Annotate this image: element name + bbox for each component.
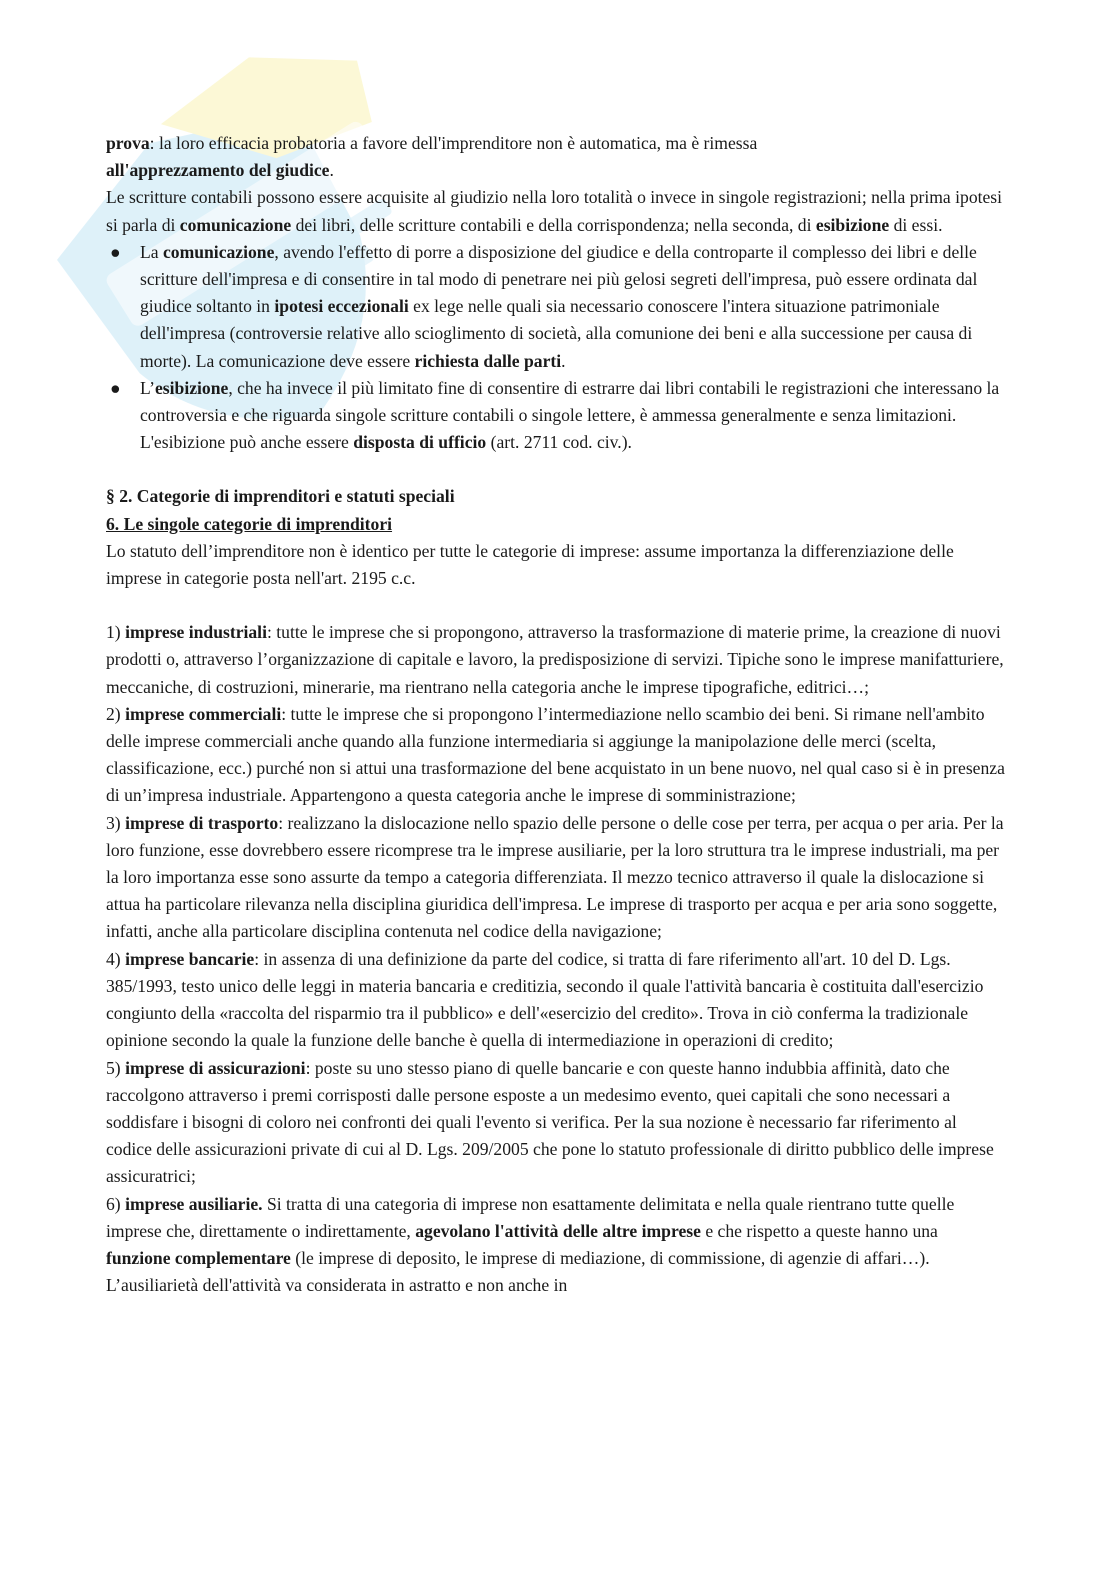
document-page: [106, 130, 1006, 1299]
bold-term: imprese bancarie: [125, 948, 255, 969]
text-run: (le imprese di deposito, le imprese di mediazione, di commissione, di agenzie di affari…). L’ausiliarietà dell'attività va considerata in astratto e non anche in: [106, 1247, 930, 1296]
text-run: , avendo l'effetto di porre a disposizione del giudice e della controparte il complesso dei libri e delle scritture dell'impresa e di consentire in tal modo di penetrare nei più gelosi segreti dell'impresa, può essere ordinata dal giudice soltanto in: [140, 241, 978, 317]
bold-term: esibizione: [815, 214, 890, 235]
bold-term: imprese industriali: [125, 622, 267, 643]
bullet-icon: ●: [110, 241, 121, 262]
bold-term: imprese ausiliarie.: [125, 1193, 263, 1214]
bold-term: funzione complementare: [106, 1247, 291, 1268]
bold-term: imprese di trasporto: [125, 812, 279, 833]
intro-paragraph-1: [106, 130, 1006, 184]
bold-term: prova: [106, 133, 150, 153]
text-run: di essi.: [889, 214, 943, 235]
bold-term: agevolano l'attività delle altre imprese: [415, 1220, 701, 1241]
text-run: La: [140, 241, 163, 262]
text-run: Si tratta di una categoria di imprese non esattamente delimitata e nella quale rientrano tutte quelle imprese che, direttamente o indirettamente,: [106, 1193, 955, 1241]
text-run: : tutte le imprese che si propongono l’intermediazione nello scambio dei beni. Si rimane nell'ambito delle imprese commerciali anche quando alla funzione intermediaria si aggiunge la manipolazione delle merci (scelta, classificazione, ecc.) purché non si attui una trasformazione del bene acquistato in un bene nuovo, nel qual caso si è in presenza di un’impresa industriale. Appartengono a questa categoria anche le imprese di somministrazione;: [106, 703, 1005, 806]
category-item-4: [106, 946, 1006, 1055]
text-run: Le scritture contabili possono essere acquisite al giudizio nella loro totalità o invece in singole registrazioni; nella prima ipotesi si parla di: [106, 187, 1003, 235]
bold-term: richiesta dalle parti: [414, 350, 562, 371]
category-item-2: [106, 701, 1006, 810]
item-number: 6): [106, 1193, 126, 1214]
bullet-icon: ●: [110, 377, 121, 398]
text-run: ex lege nelle quali sia necessario conoscere l'intera situazione patrimoniale dell'impresa (controversie relative allo scioglimento di società, alla comunione dei beni e alla successione per causa di morte). La comunicazione deve essere: [140, 296, 973, 371]
text-run: , che ha invece il più limitato fine di consentire di estrarre dai libri contabili le registrazioni che interessano la controversia e che riguarda singole scritture contabili o singole lettere, è ammessa generalmente e senza limitazioni. L'esibizione può anche essere: [140, 377, 1000, 453]
item-number: 1): [106, 622, 126, 643]
text-run: dei libri, delle scritture contabili e della corrispondenza; nella seconda, di: [291, 214, 816, 235]
section-title: § 2. Categorie di imprenditori e statuti speciali: [106, 486, 455, 507]
item-number: 3): [106, 812, 126, 833]
text-run: : tutte le imprese che si propongono, attraverso la trasformazione di materie prime, la creazione di nuovi prodotti o, attraverso l’organizzazione di capitale e lavoro, la predisposizione di servizi. Tipiche sono le imprese manifatturiere, meccaniche, di costruzioni, minerarie, ma rientrano nella categoria anche le imprese tipografiche, editrici…;: [106, 622, 1004, 697]
intro-paragraph-2: [106, 184, 1006, 238]
item-number: 2): [106, 703, 126, 724]
bold-term: comunicazione: [179, 214, 292, 235]
spacer: [106, 592, 1006, 619]
bold-term: imprese di assicurazioni: [125, 1057, 306, 1078]
bold-term: esibizione: [155, 377, 229, 398]
text-run: e che rispetto a queste hanno una: [700, 1220, 938, 1241]
text-run: : in assenza di una definizione da parte del codice, si tratta di fare riferimento all'art. 10 del D. Lgs. 385/1993, testo unico delle leggi in materia bancaria e creditizia, secondo il quale l'attività bancaria è costituita dall'esercizio congiunto della «raccolta del risparmio tra il pubblico» e dell'«esercizio del credito». Trova in ciò conferma la tradizionale opinione secondo la quale la funzione delle banche è quella di intermediazione in operazioni di credito;: [106, 948, 984, 1051]
bold-term: comunicazione: [162, 241, 275, 262]
bullet-list: [106, 239, 1006, 457]
category-item-1: [106, 619, 1006, 701]
category-item-6: [106, 1191, 1006, 1300]
subsection-title: 6. Le singole categorie di imprenditori: [106, 513, 393, 534]
bullet-item-comunicazione: [106, 239, 1006, 375]
text-run: : poste su uno stesso piano di quelle bancarie e con queste hanno indubbia affinità, dato che raccolgono attraverso i premi corrisposti dalle persone esposte a un medesimo evento, quei capitali che sono necessari a soddisfare i bisogni di coloro nei confronti dei quali l'evento si verifica. Per la sua nozione è necessario far riferimento al codice delle assicurazioni private di cui al D. Lgs. 209/2005 che pone lo statuto professionale di diritto pubblico delle imprese assicuratrici;: [106, 1057, 994, 1187]
category-item-3: [106, 810, 1006, 946]
bold-term: ipotesi eccezionali: [274, 296, 409, 317]
category-item-5: [106, 1055, 1006, 1191]
text-run: : la loro efficacia probatoria a favore dell'imprenditore non è automatica, ma è rimessa: [149, 133, 758, 153]
bold-term: disposta di ufficio: [353, 432, 487, 453]
item-number: 5): [106, 1057, 126, 1078]
section-intro: Lo statuto dell’imprenditore non è identico per tutte le categorie di imprese: assume importanza la differenziazione delle imprese in categorie posta nell'art. 2195 c.c.: [106, 540, 954, 589]
bullet-item-esibizione: [106, 375, 1006, 457]
bold-term: all'apprezzamento del giudice: [106, 160, 330, 181]
bold-term: imprese commerciali: [125, 703, 282, 724]
item-number: 4): [106, 948, 126, 969]
text-run: .: [561, 350, 566, 371]
text-run: : realizzano la dislocazione nello spazio delle persone o delle cose per terra, per acqua o per aria. Per la loro funzione, esse dovrebbero essere ricomprese tra le imprese ausiliarie, per la loro struttura tra le imprese industriali, ma per la loro importanza esse sono assurte da tempo a categoria differenziata. Il mezzo tecnico attraverso il quale la dislocazione si attua ha particolare rilevanza nella disciplina giuridica dell'impresa. Le imprese di trasporto per acqua e per aria sono soggette, infatti, anche alla particolare disciplina contenuta nel codice della navigazione;: [106, 812, 1004, 942]
text-run: (art. 2711 cod. civ.).: [486, 432, 632, 453]
spacer: [106, 456, 1006, 483]
text-run: .: [329, 160, 334, 181]
text-run: L’: [140, 377, 155, 398]
